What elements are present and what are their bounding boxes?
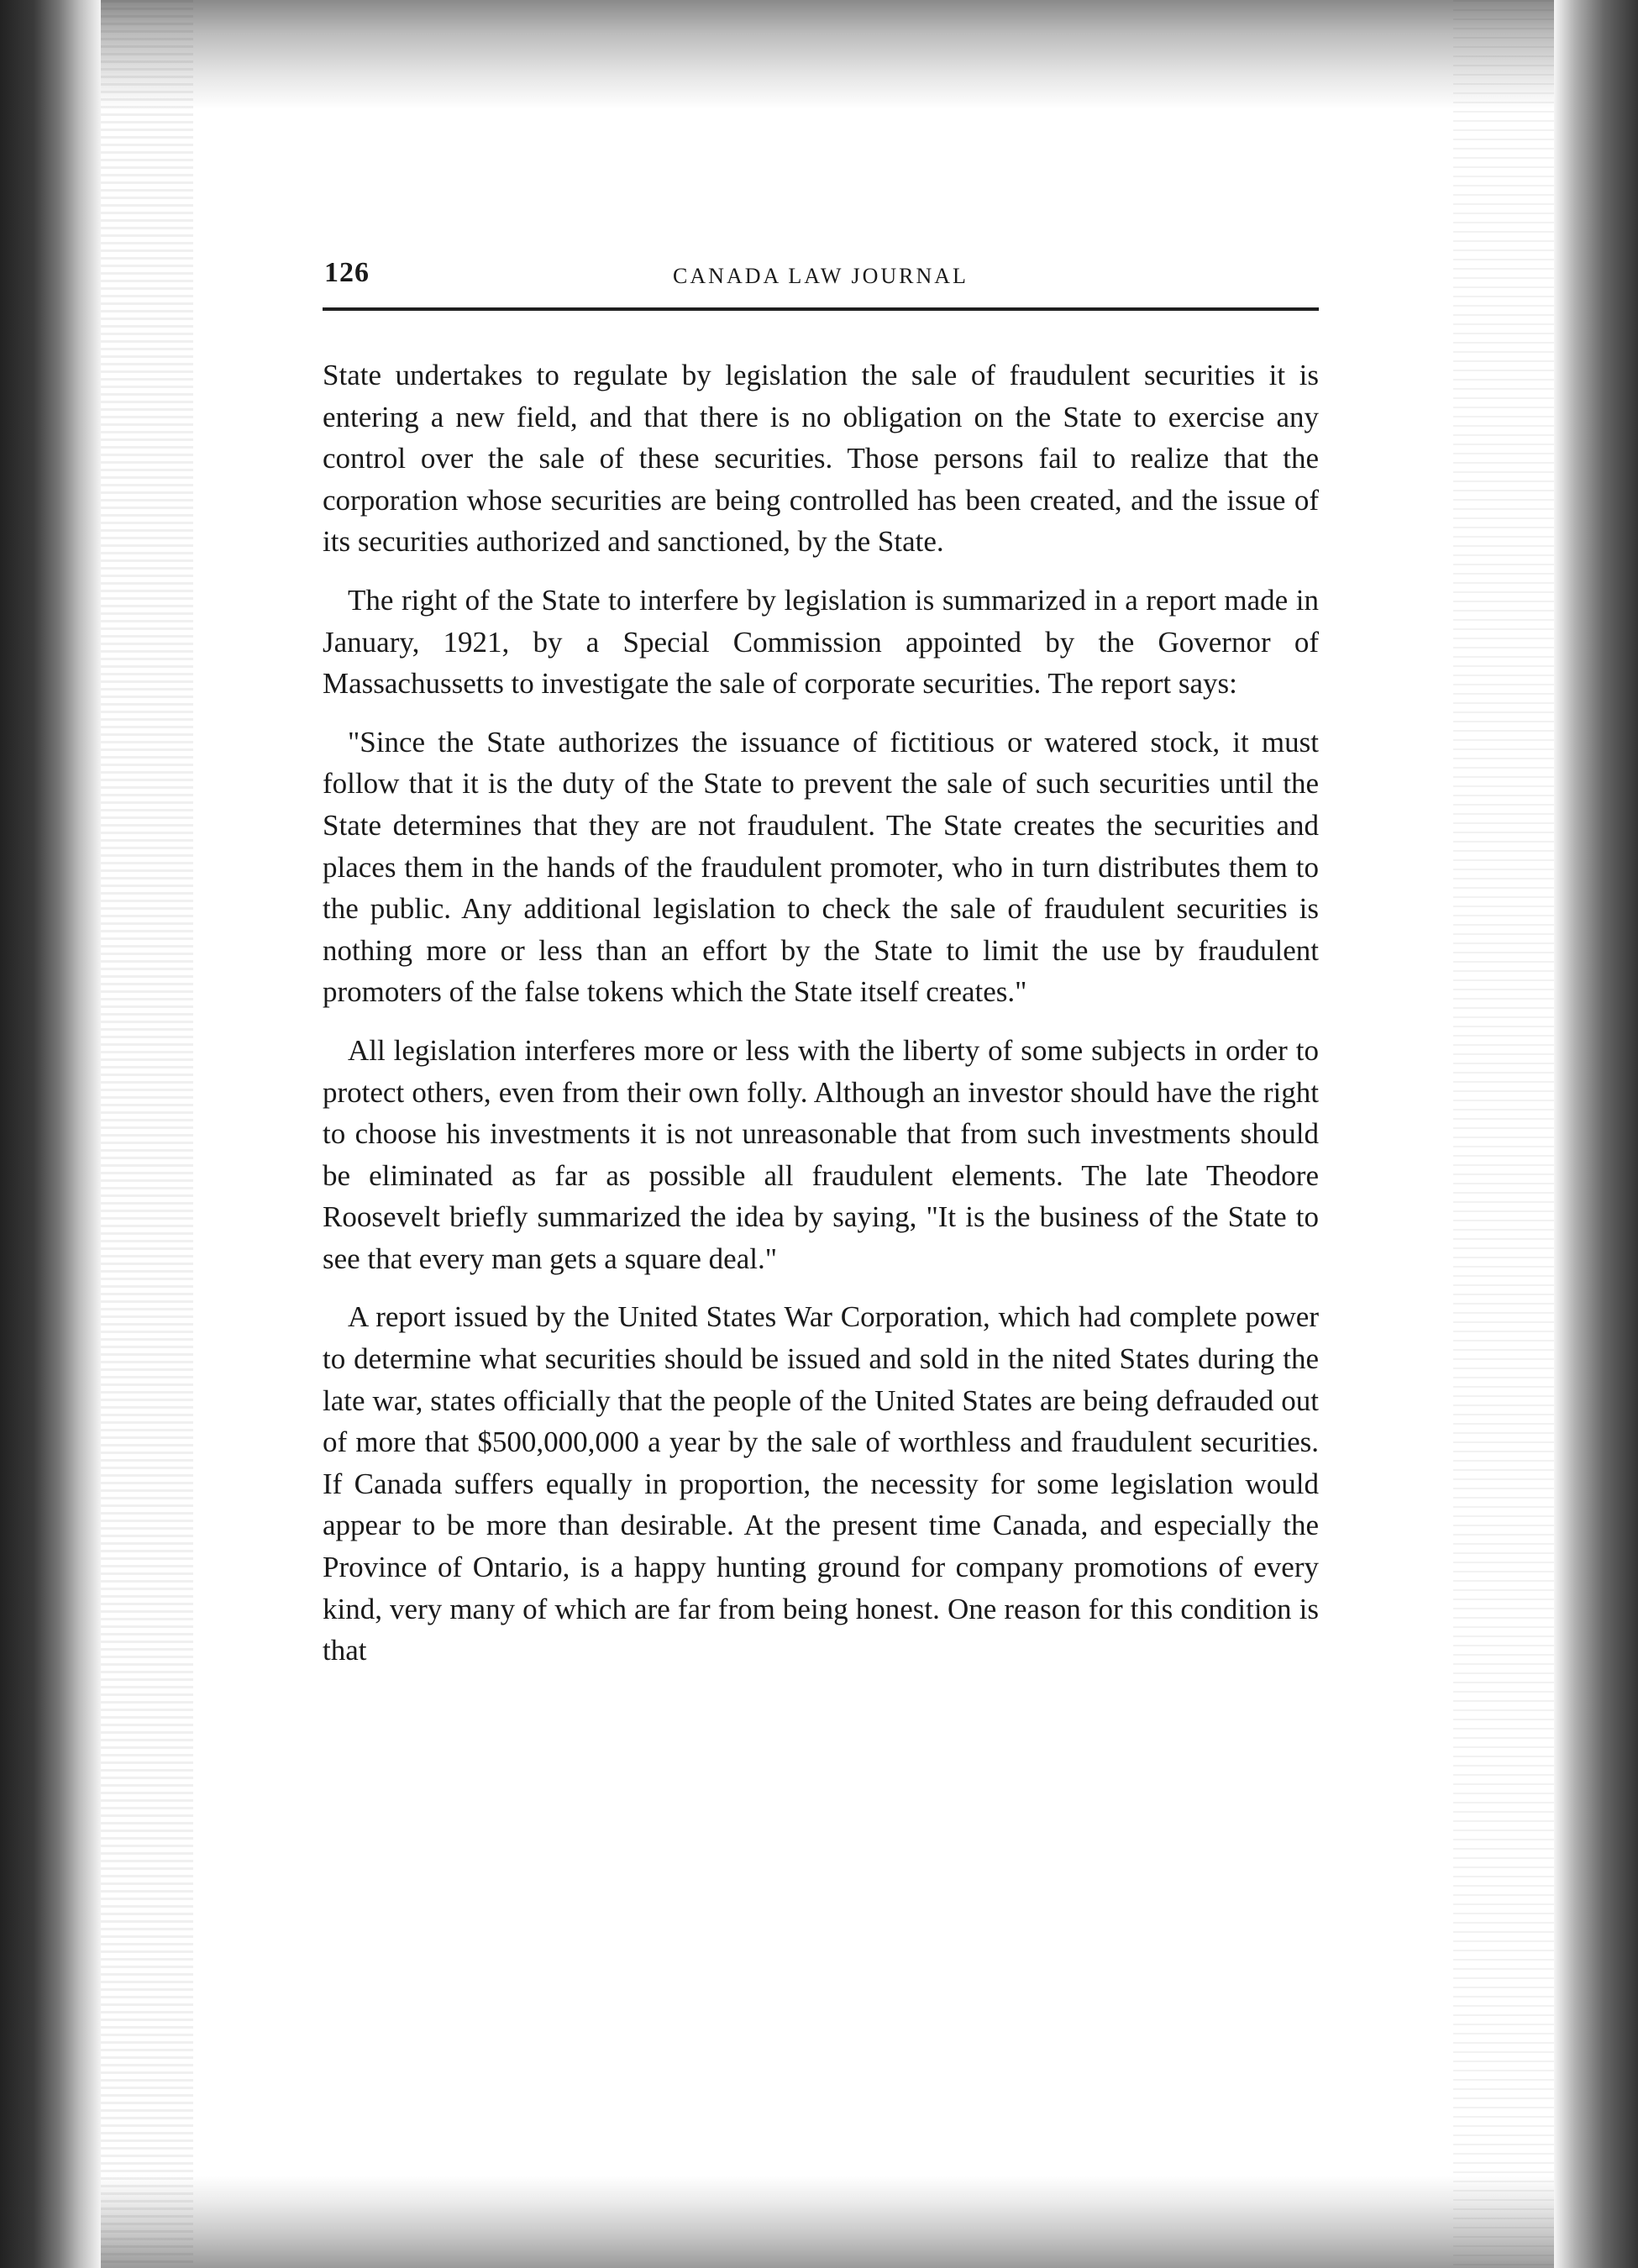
book-binding-left-edge xyxy=(0,0,101,2268)
book-binding-right-edge xyxy=(1554,0,1638,2268)
book-page xyxy=(323,252,1319,2058)
scan-top-edge xyxy=(0,0,1638,109)
paragraph-war-corporation: A report issued by the United States War Corporation, which had complete power to determine what securities should be issued and sold in the nited States during the late war, states officially that the people of the United States are being defrauded out of more that $500,000,000 a year by the sale of worthless and fraudulent securities. If Canada suffers equally in proportion, the necessity for some legislation would appear to be more than desirable. At the present time Canada, and especially the Province of Ontario, is a happy hunting ground for company promotions of every kind, very many of which are far from being honest. One reason for this condition is that xyxy=(323,1300,1319,1667)
paragraph-liberty: All legislation interferes more or less with the liberty of some subjects in order to protect others, even from their own folly. Although an investor should have the right to choose his investments it is not unreasonable that from such investments should be eliminated as far as possible all fraudulent elements. The late Theodore Roosevelt briefly summarized the idea by saying, "It is the business of the State to see that every man gets a square deal." xyxy=(323,1033,1319,1275)
paragraph-commission-report: The right of the State to interfere by legislation is summarized in a report made in January, 1921, by a Special Commission appointed by the Governor of Massachussetts to investigate the sale of corporate securities. The report says: xyxy=(323,583,1319,701)
page-stack-left-edge xyxy=(101,0,193,2268)
journal-title: CANADA LAW JOURNAL xyxy=(673,264,969,288)
running-head xyxy=(323,252,1319,302)
page-number: 126 xyxy=(324,257,370,288)
header-rule xyxy=(323,307,1319,311)
paragraph-continued: State undertakes to regulate by legislation the sale of fraudulent securities it is entering a new field, and that there is no obligation on the State to exercise any control over the sale of these securities. Those persons fail to realize that the corporation whose securities are being controlled has been created, and the issue of its securities authorized and sanctioned, by the State. xyxy=(323,359,1319,559)
scan-bottom-edge xyxy=(0,2176,1638,2268)
paragraph-quotation: "Since the State authorizes the issuance of fictitious or watered stock, it must follow that it is the duty of the State to prevent the sale of such securities until the State determines that they are not fraudulent. The State creates the securities and places them in the hands of the fraudulent promoter, who in turn distributes them to the public. Any additional legislation to check the sale of fraudulent securities is nothing more or less than an effort by the State to limit the use by fraudulent promoters of the false tokens which the State itself creates." xyxy=(323,725,1319,1009)
body-text xyxy=(323,354,1319,1688)
page-stack-right-edge xyxy=(1453,0,1554,2268)
